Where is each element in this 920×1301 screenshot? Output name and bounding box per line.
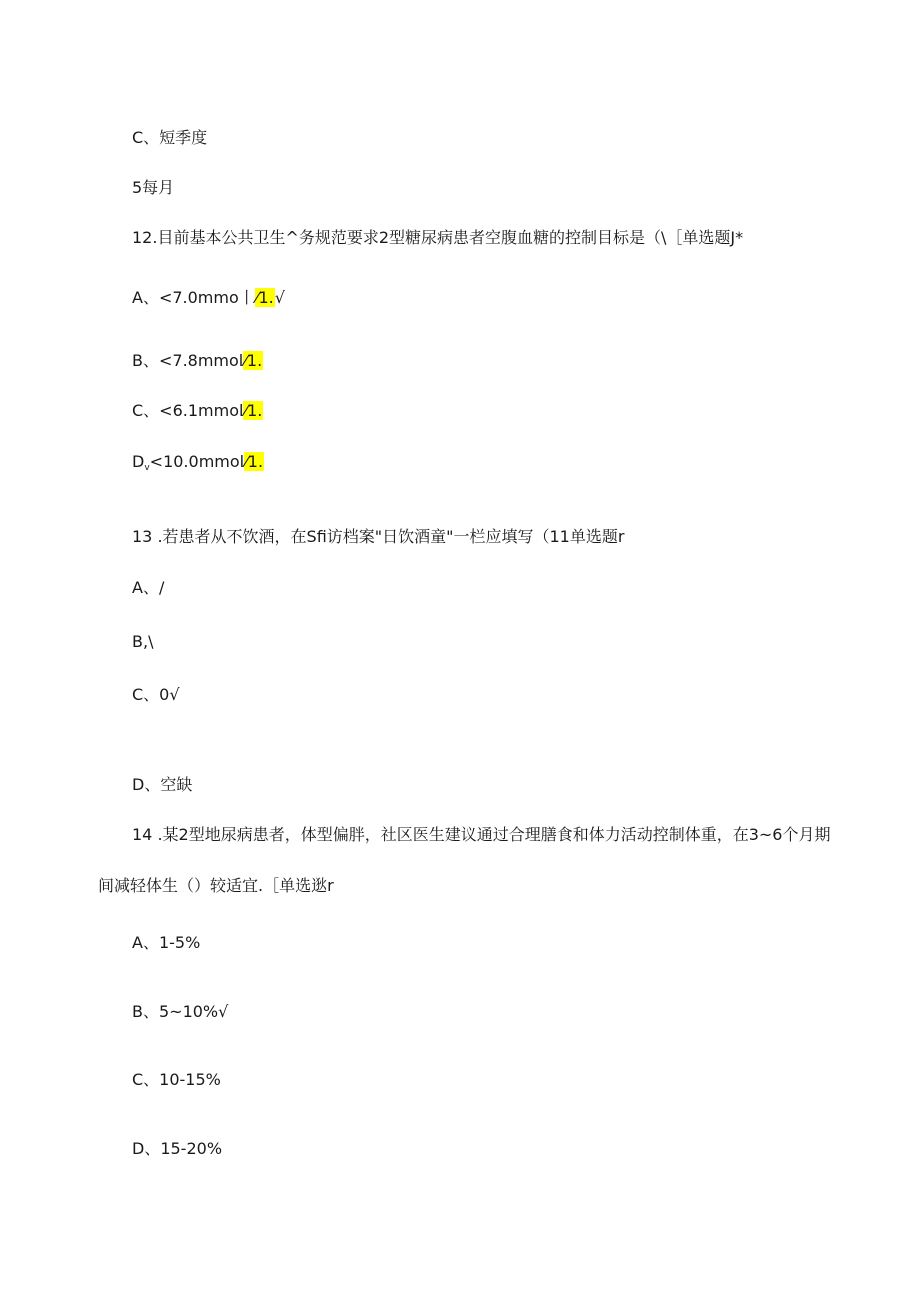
- q13-option-c: C、0√: [132, 685, 180, 704]
- q12-option-a-check: √: [274, 288, 285, 307]
- q12-option-a: [132, 288, 285, 308]
- option-c-short-quarter: C、短季度: [132, 128, 208, 147]
- question-12: 12.目前基本公共卫生^务规范要求2型糖尿病患者空腹血糖的控制目标是（\［单选题J*: [132, 228, 744, 247]
- q12-option-a-text: A、<7.0mmo丨: [132, 288, 255, 307]
- q13-option-b: B,\: [132, 632, 154, 651]
- q12-option-c-highlight: ⁄1.: [244, 401, 263, 420]
- q12-option-c: [132, 401, 263, 421]
- q12-option-d-letter: D: [132, 452, 145, 471]
- q12-option-d: [132, 452, 264, 478]
- q12-option-c-text: C、<6.1mmol: [132, 401, 244, 420]
- q12-option-a-highlight: ⁄1.: [255, 288, 274, 307]
- q14-option-c: C、10-15%: [132, 1070, 221, 1089]
- q12-option-b-text: B、<7.8mmol: [132, 351, 244, 370]
- q12-option-d-highlight: ⁄1.: [245, 452, 264, 471]
- option-monthly: 5每月: [132, 178, 175, 197]
- q12-option-b-highlight: ⁄1.: [244, 351, 263, 370]
- q14-option-b: B、5~10%√: [132, 1002, 229, 1021]
- q14-option-d: D、15-20%: [132, 1139, 223, 1158]
- q12-option-b: [132, 351, 263, 371]
- q12-option-d-subscript: v: [144, 463, 150, 473]
- q13-option-d: D、空缺: [132, 775, 193, 794]
- q14-option-a: A、1-5%: [132, 933, 201, 952]
- q12-option-d-text: <10.0mmol: [149, 452, 245, 471]
- q13-option-a: A、/: [132, 578, 165, 597]
- question-13: 13 .若患者从不饮酒，在Sfi访档案"日饮酒童"一栏应填写（11单选题r: [132, 527, 625, 546]
- question-14-line-2: 间减轻体生（）较适宜.［单选逖r: [98, 876, 334, 895]
- question-14-line-1: 14 .某2型地尿病患者，体型偏胖，社区医生建议通过合理膳食和体力活动控制体重，在3~6个月期: [132, 825, 831, 844]
